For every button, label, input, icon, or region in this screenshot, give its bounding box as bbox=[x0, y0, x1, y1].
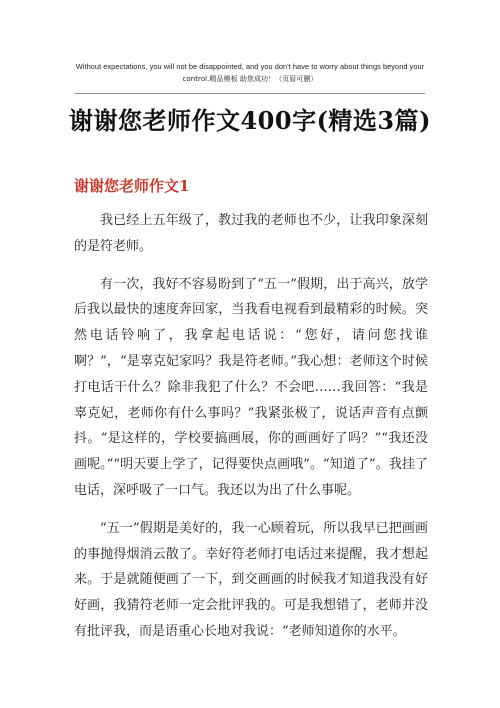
document-title: 谢谢您老师作文400字(精选3篇) bbox=[68, 106, 431, 135]
paragraph: 我已经上五年级了，教过我的老师也不少，让我印象深刻的是符老师。 bbox=[74, 213, 428, 254]
header-divider bbox=[75, 93, 425, 94]
header-line-2: control.精品模板 助您成功！（页眉可删） bbox=[182, 75, 318, 83]
document-body bbox=[74, 208, 428, 657]
paragraph: 有一次，我好不容易盼到了“五一”假期，出于高兴，放学后我以最快的速度奔回家，当我看电视看到最精彩的时候。突然电话铃响了，我拿起电话说：“您好，请问您找谁啊？”，“是辜克妃家吗？我是符老师。”我心想：老师这个时候打电话干什么？除非我犯了什么？不会吧……我回答：“我是辜克妃，老师你有什么事吗？”我紧张极了，说话声音有点颤抖。“是这样的，学校要搞画展，你的画画好了吗？”“我还没画呢。”“明天要上学了，记得要快点画哦”。“知道了”。我挂了电话，深呼吸了一口气。我还以为出了什么事呢。 bbox=[74, 276, 428, 498]
section-heading: 谢谢您老师作文1 bbox=[74, 177, 190, 195]
paragraph: “五一”假期是美好的，我一心顾着玩，所以我早已把画画的事抛得烟消云散了。幸好符老师打电话过来提醒，我才想起来。于是就随便画了一下，到交画画的时候我才知道我没有好好画，我猜符老师一定会批评我的。可是我想错了，老师并没有批评我，而是语重心长地对我说：“老师知道你的水平。 bbox=[74, 520, 428, 639]
page-header bbox=[70, 60, 430, 86]
header-line-1: Without expectations, you will not be disappointed, and you don't have to worry about things beyond your bbox=[75, 62, 425, 71]
